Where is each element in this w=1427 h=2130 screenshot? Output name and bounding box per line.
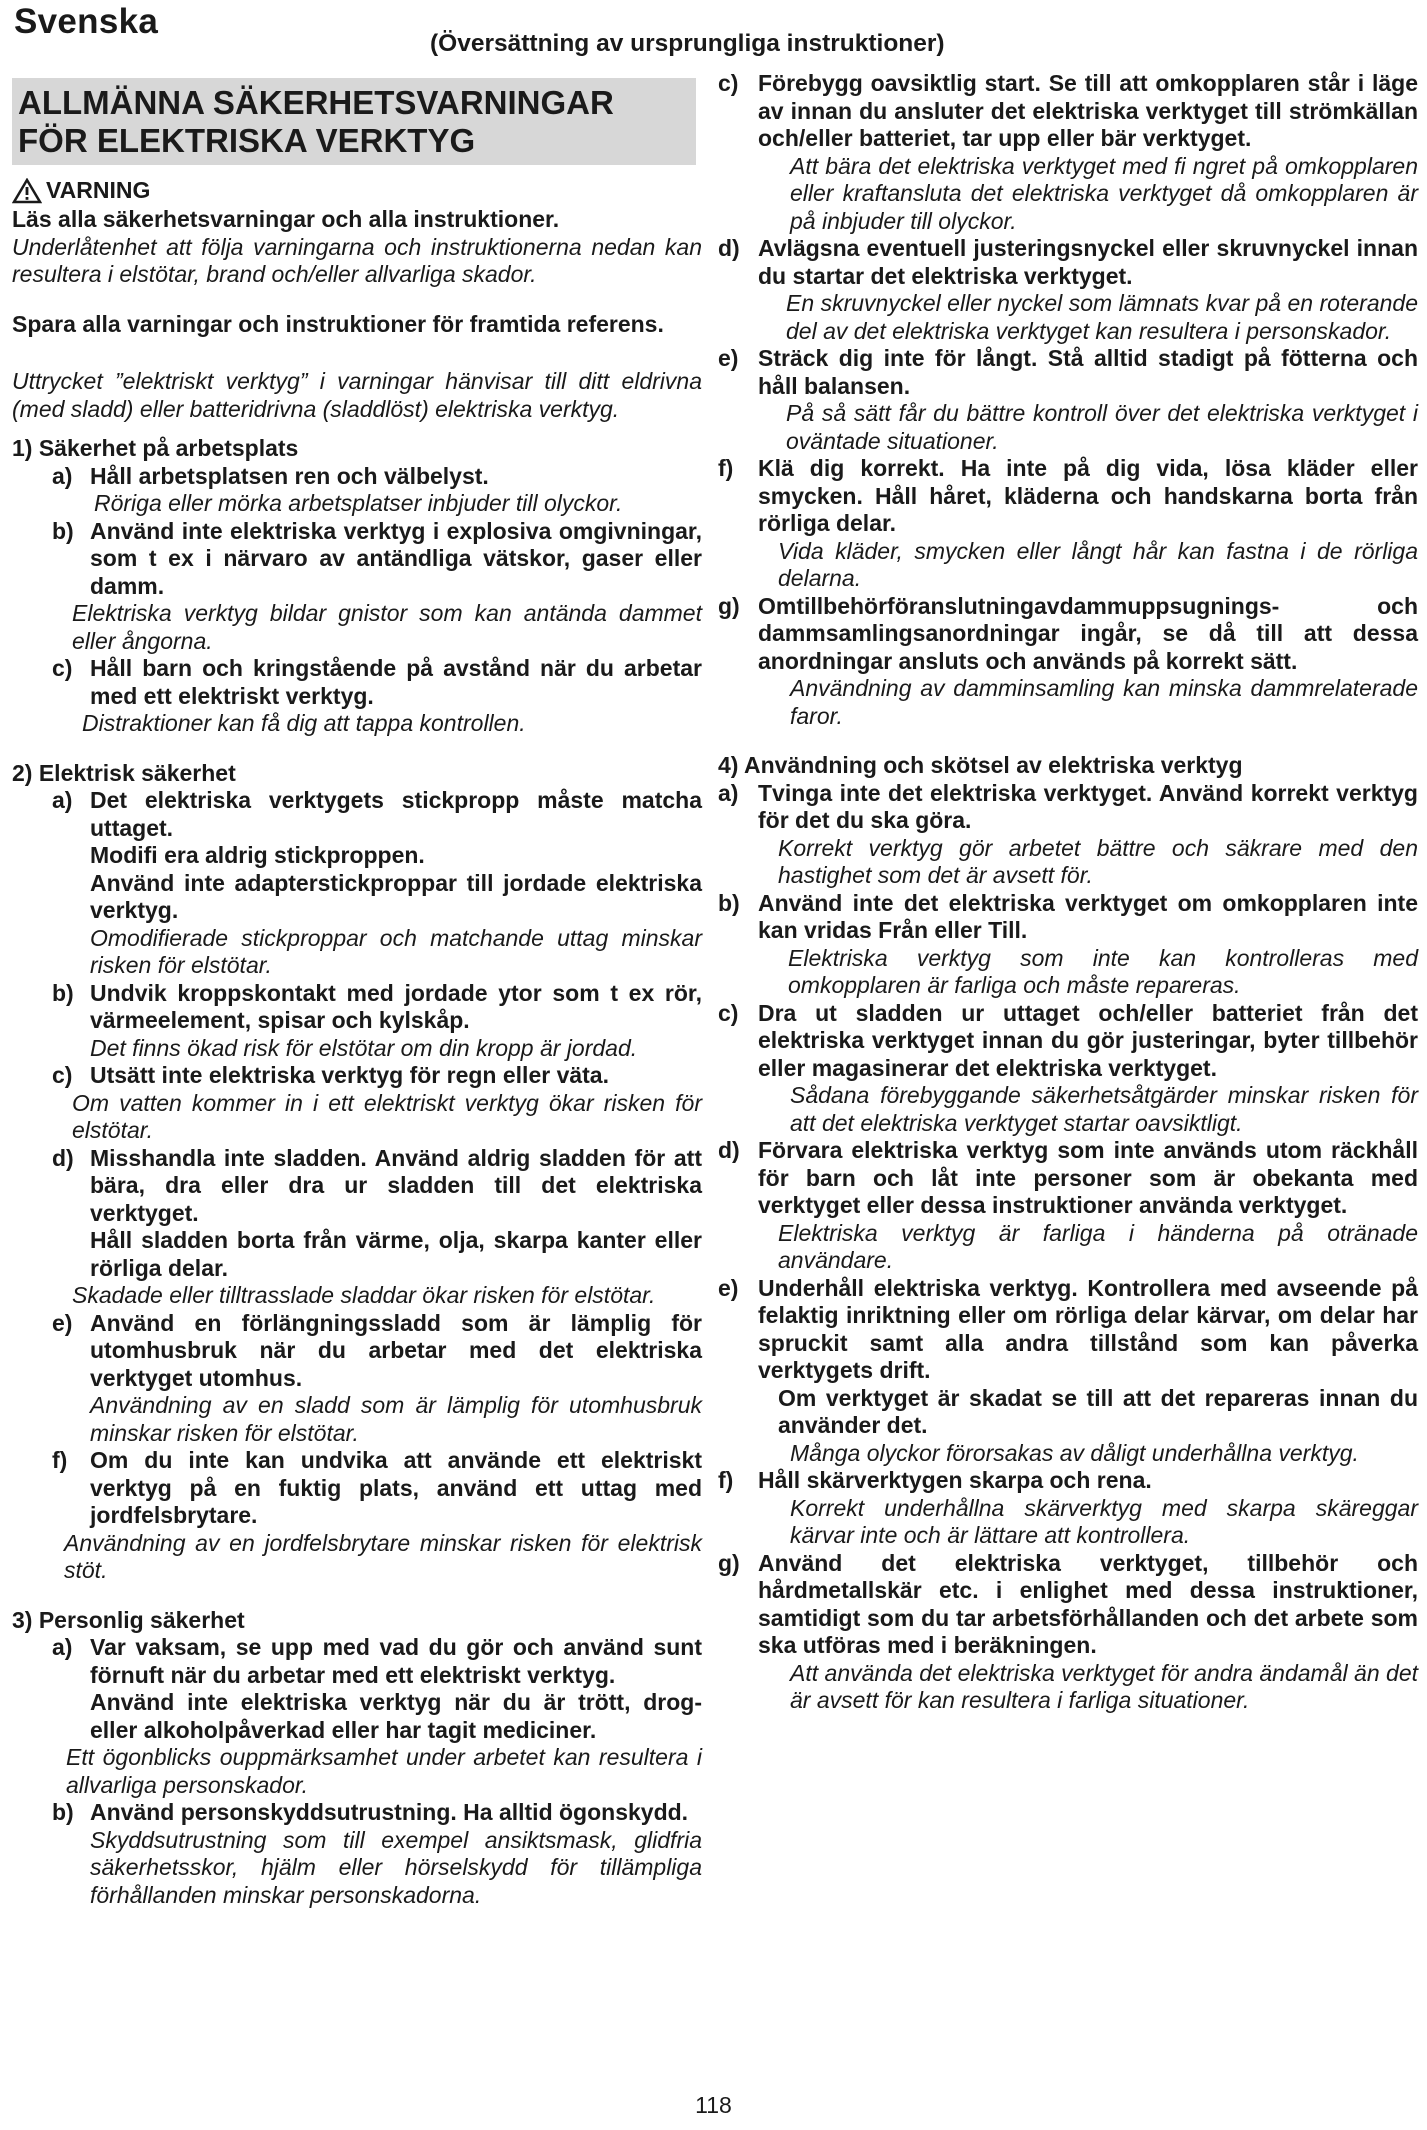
item-text: Använd en förlängningssladd som är lämplig för utomhusbruk när du arbetar med det elektriska verktyget utomhus.	[90, 1309, 702, 1391]
item-note: Omodifierade stickproppar och matchande uttag minskar risken för elstötar.	[90, 924, 702, 978]
warning-label: VARNING	[46, 177, 151, 203]
list-item	[52, 655, 702, 710]
item-label: b)	[718, 889, 740, 916]
item-note: Ett ögonblicks ouppmärksamhet under arbetet kan resultera i allvarliga personskador.	[66, 1744, 702, 1798]
item-note: Om vatten kommer in i ett elektriskt verktyg ökar risken för elstötar.	[72, 1089, 702, 1143]
intro-italic: Underlåtenhet att följa varningarna och instruktionerna nedan kan resultera i elstötar, brand och/eller allvarliga skador.	[12, 233, 702, 287]
item-note: Användning av en sladd som är lämplig för utomhusbruk minskar risken för elstötar.	[90, 1392, 702, 1446]
list-item	[718, 1137, 1418, 1220]
list-item	[52, 787, 702, 842]
list-item	[52, 980, 702, 1035]
item-note: Användning av en jordfelsbrytare minskar risken för elektrisk stöt.	[64, 1529, 702, 1583]
item-text: Omtillbehörföranslutningavdammuppsugnings- och dammsamlingsanordningar ingår, se då till att dessa anordningar ansluts och används på korrekt sätt.	[758, 592, 1418, 674]
translation-subtitle: (Översättning av ursprungliga instruktioner)	[430, 30, 945, 57]
list-item	[52, 1062, 702, 1090]
item-text: Det elektriska verktygets stickpropp måste matcha uttaget.	[90, 787, 702, 841]
list-item	[718, 235, 1418, 290]
item-label: f)	[718, 455, 734, 481]
item-label: c)	[718, 999, 739, 1026]
section-1-title: 1) Säkerhet på arbetsplats	[12, 435, 299, 461]
heading-line-2: FÖR ELEKTRISKA VERKTYG	[18, 122, 476, 159]
item-note: En skruvnyckel eller nyckel som lämnats kvar på en roterande del av det elektriska verktyget kan resultera i personskador.	[786, 290, 1418, 344]
warning-triangle-icon	[12, 178, 42, 204]
item-text: Förebygg oavsiktlig start. Se till att omkopplaren står i läge av innan du ansluter det elektriska verktyget till strömkällan och/eller batteriet, tar upp eller bär verktyget.	[758, 70, 1418, 151]
item-note: Sådana förebyggande säkerhetsåtgärder minskar risken för att det elektriska verktyget startar oavsiktligt.	[790, 1082, 1418, 1136]
item-label: f)	[718, 1467, 734, 1493]
item-note: Röriga eller mörka arbetsplatser inbjuder till olyckor.	[94, 490, 623, 516]
item-text: Använd inte elektriska verktyg när du är trött, drog- eller alkoholpåverkad eller har tagit mediciner.	[90, 1689, 702, 1743]
list-item	[52, 463, 702, 491]
item-label: e)	[718, 345, 739, 371]
section-4-title: 4) Användning och skötsel av elektriska verktyg	[718, 752, 1243, 778]
item-text: Använd inte adapterstickproppar till jordade elektriska verktyg.	[90, 869, 702, 923]
list-item	[718, 1550, 1418, 1660]
list-item	[52, 1447, 702, 1530]
item-text: Var vaksam, se upp med vad du gör och använd sunt förnuft när du arbetar med ett elektriskt verktyg.	[90, 1634, 702, 1688]
item-label: c)	[718, 70, 739, 96]
item-label: g)	[718, 1549, 740, 1576]
item-label: a)	[718, 779, 739, 806]
item-label: f)	[52, 1447, 68, 1473]
item-text: Håll sladden borta från värme, olja, skarpa kanter eller rörliga delar.	[90, 1227, 702, 1281]
item-text: Om du inte kan undvika att använde ett elektriskt verktyg på en fuktig plats, använd ett uttag med jordfelsbrytare.	[90, 1447, 702, 1528]
save-instructions: Spara alla varningar och instruktioner för framtida referens.	[12, 310, 664, 337]
item-text: Om verktyget är skadat se till att det repareras innan du använder det.	[778, 1384, 1418, 1438]
item-note: Det finns ökad risk för elstötar om din kropp är jordad.	[90, 1034, 638, 1061]
list-item	[718, 455, 1418, 538]
item-note: Elektriska verktyg som inte kan kontrolleras med omkopplaren är farliga och måste repareras.	[788, 944, 1418, 998]
item-note: Att bära det elektriska verktyget med fi ngret på omkopplaren eller kraftansluta det elektriska verktyget då omkopplaren är på inbjuder till olyckor.	[790, 152, 1418, 234]
list-item	[718, 1000, 1418, 1083]
item-label: a)	[52, 787, 73, 813]
item-label: c)	[52, 1062, 73, 1088]
item-label: e)	[718, 1274, 739, 1301]
item-label: a)	[52, 1634, 73, 1660]
list-item	[718, 1275, 1418, 1385]
item-label: d)	[718, 1137, 740, 1163]
item-text: Dra ut sladden ur uttaget och/eller batteriet från det elektriska verktyget innan du gör justeringar, byter tillbehör eller magasinerar det elektriska verktyget.	[758, 999, 1418, 1081]
item-text: Modifi era aldrig stickproppen.	[90, 842, 425, 868]
item-note: Elektriska verktyg är farliga i händerna på otränade användare.	[778, 1219, 1418, 1273]
item-text: Utsätt inte elektriska verktyg för regn eller väta.	[90, 1062, 609, 1088]
item-text: Klä dig korrekt. Ha inte på dig vida, lösa kläder eller smycken. Håll håret, kläderna och handskarna borta från rörliga delar.	[758, 455, 1418, 536]
section-2-title: 2) Elektrisk säkerhet	[12, 759, 236, 786]
item-note: På så sätt får du bättre kontroll över det elektriska verktyget i oväntade situationer.	[786, 400, 1418, 454]
item-text: Misshandla inte sladden. Använd aldrig sladden för att bära, dra eller dra ur sladden till det elektriska verktyget.	[90, 1144, 702, 1226]
list-item	[718, 345, 1418, 400]
item-label: c)	[52, 655, 73, 681]
item-label: b)	[52, 1799, 74, 1825]
item-text: Underhåll elektriska verktyg. Kontrollera med avseende på felaktig inriktning eller om rörliga delar kärvar, om delar har spruckit samt alla andra tillstånd som kan påverka verktygets drift.	[758, 1274, 1418, 1383]
item-text: Tvinga inte det elektriska verktyget. Använd korrekt verktyg för det du ska göra.	[758, 779, 1418, 833]
item-text: Använd inte det elektriska verktyget om omkopplaren inte kan vridas Från eller Till.	[758, 889, 1418, 943]
term-definition: Uttrycket ”elektriskt verktyg” i varningar hänvisar till ditt eldrivna (med sladd) eller batteridrivna (sladdlöst) elektriska verktyg.	[12, 368, 702, 422]
item-text: Håll skärverktygen skarpa och rena.	[758, 1467, 1152, 1493]
section-heading	[12, 78, 696, 165]
item-label: d)	[52, 1144, 74, 1171]
item-note: Användning av damminsamling kan minska dammrelaterade faror.	[790, 675, 1418, 729]
heading-line-1: ALLMÄNNA SÄKERHETSVARNINGAR	[18, 84, 614, 121]
list-item	[52, 1799, 702, 1827]
item-text: Avlägsna eventuell justeringsnyckel eller skruvnyckel innan du startar det elektriska verktyget.	[758, 235, 1418, 289]
item-note: Elektriska verktyg bildar gnistor som kan antända dammet eller ångorna.	[72, 600, 702, 654]
item-label: a)	[52, 462, 73, 489]
item-text: Håll barn och kringstående på avstånd när du arbetar med ett elektriskt verktyg.	[90, 655, 702, 709]
right-column	[718, 70, 1418, 1715]
item-note: Skadade eller tilltrasslade sladdar ökar risken för elstötar.	[72, 1282, 656, 1308]
section-3-title: 3) Personlig säkerhet	[12, 1606, 245, 1633]
language-title: Svenska	[14, 2, 159, 41]
list-item	[718, 593, 1418, 676]
list-item	[52, 1310, 702, 1393]
item-text: Använd personskyddsutrustning. Ha alltid ögonskydd.	[90, 1799, 689, 1825]
item-note: Många olyckor förorsakas av dåligt underhållna verktyg.	[790, 1439, 1359, 1466]
item-text: Använd det elektriska verktyget, tillbehör och hårdmetallskär etc. i enlighet med dessa instruktioner, samtidigt som du tar arbetsförhållanden och det arbete som ska utföras med i beräkningen.	[758, 1549, 1418, 1658]
item-note: Korrekt verktyg gör arbetet bättre och säkrare med den hastighet som det är avsett för.	[778, 834, 1418, 888]
warning-row	[12, 177, 702, 204]
item-label: d)	[718, 235, 740, 261]
page-number: 118	[695, 2092, 732, 2118]
item-label: b)	[52, 979, 74, 1006]
item-note: Skyddsutrustning som till exempel ansiktsmask, glidfria säkerhetsskor, hjälm eller hörselskydd för tillämpliga förhållanden minskar personskadorna.	[90, 1826, 702, 1908]
left-column	[12, 78, 702, 1909]
item-note: Att använda det elektriska verktyget för andra ändamål än det är avsett för kan resultera i farliga situationer.	[790, 1659, 1418, 1713]
list-item	[52, 1145, 702, 1228]
item-text: Sträck dig inte för långt. Stå alltid stadigt på fötterna och håll balansen.	[758, 345, 1418, 399]
list-item	[718, 890, 1418, 945]
list-item	[718, 70, 1418, 153]
item-note: Korrekt underhållna skärverktyg med skarpa skäreggar kärvar inte och är lättare att kontrollera.	[790, 1494, 1418, 1548]
list-item	[52, 1634, 702, 1689]
item-note: Distraktioner kan få dig att tappa kontrollen.	[82, 710, 526, 736]
item-text: Förvara elektriska verktyg som inte används utom räckhåll för barn och låt inte personer som är obekanta med verktyget eller dessa instruktioner använda verktyget.	[758, 1137, 1418, 1218]
item-text: Använd inte elektriska verktyg i explosiva omgivningar, som t ex i närvaro av antändliga vätskor, gaser eller damm.	[90, 517, 702, 599]
item-note: Vida kläder, smycken eller långt hår kan fastna i de rörliga delarna.	[778, 537, 1418, 591]
list-item	[718, 1467, 1418, 1495]
item-label: e)	[52, 1309, 73, 1336]
list-item	[52, 518, 702, 601]
intro-bold: Läs alla säkerhetsvarningar och alla instruktioner.	[12, 206, 560, 232]
list-item	[718, 780, 1418, 835]
item-text: Undvik kroppskontakt med jordade ytor som t ex rör, värmeelement, spisar och kylskåp.	[90, 979, 702, 1033]
item-label: b)	[52, 517, 74, 544]
item-label: g)	[718, 592, 740, 619]
item-text: Håll arbetsplatsen ren och välbelyst.	[90, 462, 489, 489]
